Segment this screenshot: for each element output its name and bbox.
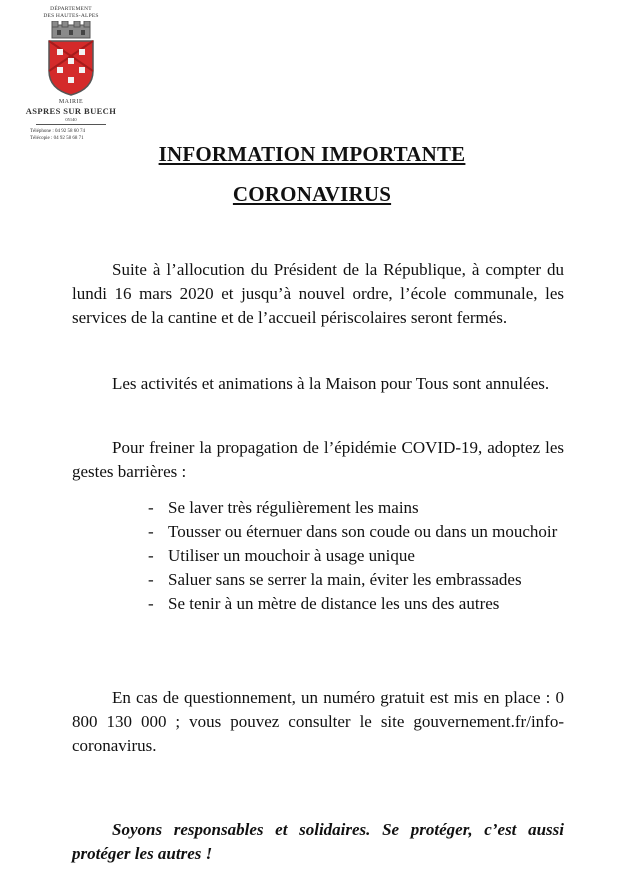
- closing-statement: Soyons responsables et solidaires. Se protéger, c’est aussi protéger les autres !: [72, 820, 564, 863]
- list-item: [140, 520, 564, 544]
- paragraph-barrier-gestures: Pour freiner la propagation de l’épidémie COVID-19, adoptez les gestes barrières :: [72, 438, 564, 481]
- paragraph-school-closure: Suite à l’allocution du Président de la République, à compter du lundi 16 mars 2020 et jusqu’à nouvel ordre, l’école communale, les services de la cantine et de l’accueil périscolaires seront fermés.: [72, 260, 564, 327]
- list-item-text: Se tenir à un mètre de distance les uns des autres: [168, 594, 500, 613]
- coat-of-arms-icon: [43, 21, 99, 97]
- bullet-marker: -: [148, 546, 154, 565]
- bullet-marker: -: [148, 522, 154, 541]
- bullet-marker: -: [148, 594, 154, 613]
- list-item: [140, 496, 564, 520]
- letterhead-divider: [36, 124, 106, 125]
- bullet-marker: -: [148, 570, 154, 589]
- list-item: [140, 592, 564, 616]
- letterhead: [22, 6, 120, 142]
- paragraph-hotline: En cas de questionnement, un numéro gratuit est mis en place : 0 800 130 000 ; vous pouvez consulter le site gouvernement.fr/info-coronavirus.: [72, 688, 564, 755]
- postal-code: 05140: [65, 117, 77, 122]
- document-subtitle: CORONAVIRUS: [232, 182, 392, 206]
- list-item: [140, 568, 564, 592]
- bullet-marker: -: [148, 498, 154, 517]
- fax-number: Télécopie : 04 92 58 68 71: [30, 136, 84, 141]
- barrier-gestures-list: [140, 496, 564, 616]
- department-line-2: DES HAUTES-ALPES: [43, 12, 99, 19]
- department-line-1: DÉPARTEMENT: [50, 6, 92, 12]
- phone-number: Téléphone : 04 92 58 60 74: [30, 129, 85, 134]
- list-item-text: Saluer sans se serrer la main, éviter les embrassades: [168, 570, 522, 589]
- list-item: [140, 544, 564, 568]
- list-item-text: Tousser ou éternuer dans son coude ou dans un mouchoir: [168, 522, 558, 541]
- list-item-text: Se laver très régulièrement les mains: [168, 498, 419, 517]
- list-item-text: Utiliser un mouchoir à usage unique: [168, 546, 415, 565]
- paragraph-activities-cancelled: Les activités et animations à la Maison pour Tous sont annulées.: [112, 374, 550, 393]
- mairie-label: MAIRIE: [58, 99, 84, 105]
- town-name: ASPRES SUR BUECH: [25, 106, 117, 116]
- document-title: INFORMATION IMPORTANTE: [158, 142, 466, 166]
